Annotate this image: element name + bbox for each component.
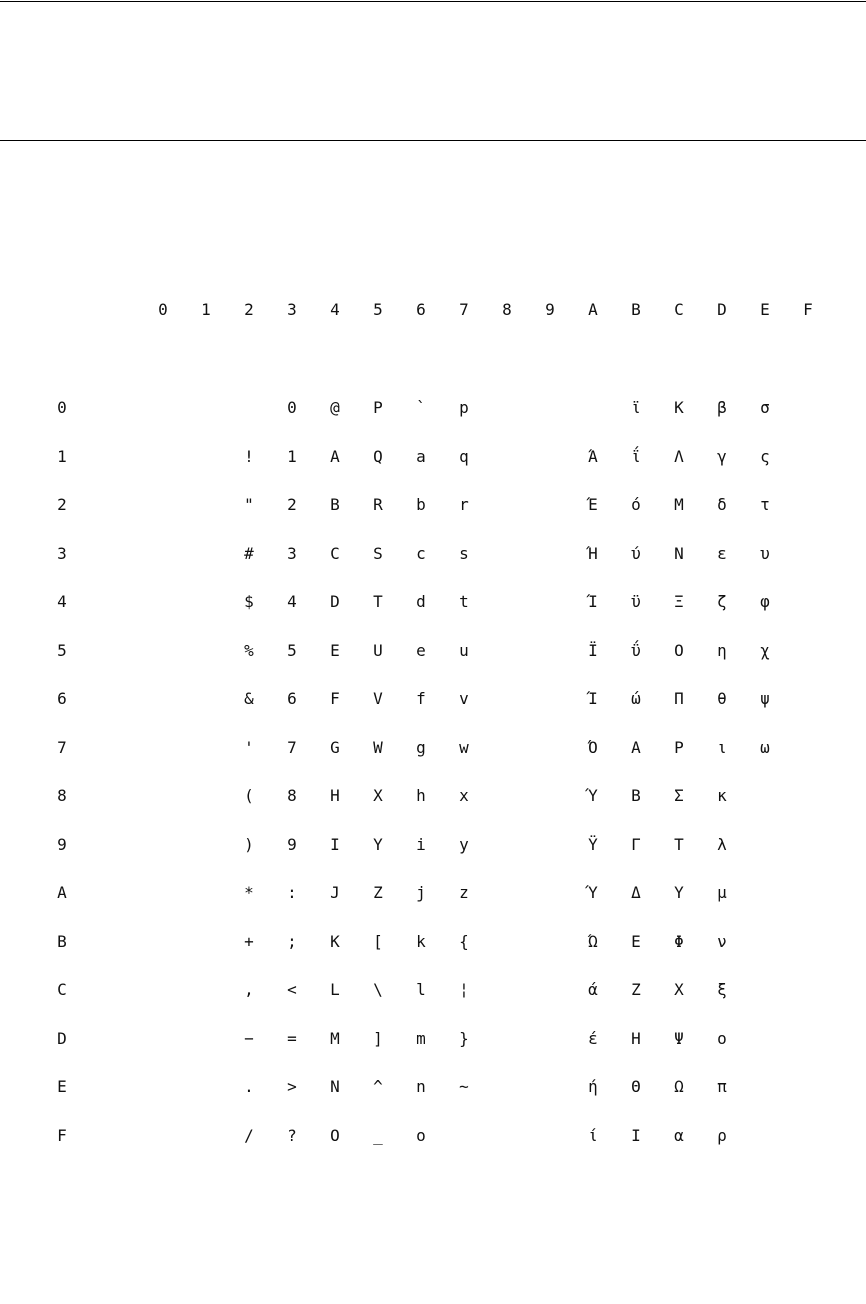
char-cell-33: 3 <box>287 543 297 563</box>
char-cell-B0: ϊ <box>631 398 641 417</box>
char-cell-24: $ <box>244 592 254 611</box>
char-cell-C7: Ρ <box>674 737 684 757</box>
char-cell-A8: Ύ <box>588 786 598 805</box>
char-cell-E4: φ <box>760 592 770 611</box>
column-header-7: 7 <box>459 300 469 319</box>
char-cell-BE: Θ <box>631 1077 641 1096</box>
char-cell-D0: β <box>717 398 727 417</box>
char-cell-68: h <box>416 786 426 805</box>
char-cell-C8: Σ <box>674 786 684 805</box>
char-cell-76: v <box>459 689 469 708</box>
char-cell-D6: θ <box>717 689 727 708</box>
char-cell-DD: ο <box>717 1028 727 1048</box>
char-cell-BC: Ζ <box>631 980 641 999</box>
row-header-5: 5 <box>57 640 67 660</box>
char-cell-7E: ~ <box>459 1077 469 1096</box>
char-cell-74: t <box>459 592 469 611</box>
char-cell-58: X <box>373 786 383 805</box>
column-header-A: A <box>588 300 598 319</box>
char-cell-49: I <box>330 834 340 854</box>
char-cell-38: 8 <box>287 786 297 805</box>
char-cell-B2: ό <box>631 495 641 514</box>
row-header-6: 6 <box>57 689 67 708</box>
char-cell-48: H <box>330 786 340 805</box>
char-cell-39: 9 <box>287 834 297 854</box>
char-cell-E1: ς <box>760 446 770 466</box>
char-cell-65: e <box>416 640 426 660</box>
char-cell-5A: Z <box>373 883 383 902</box>
char-cell-4F: O <box>330 1125 340 1145</box>
char-cell-3D: = <box>287 1028 297 1048</box>
char-cell-CC: Χ <box>674 980 684 999</box>
char-cell-5D: ] <box>373 1028 383 1048</box>
char-cell-A5: Ϊ <box>588 640 598 660</box>
column-header-9: 9 <box>545 300 555 319</box>
row-header-1: 1 <box>57 446 67 466</box>
char-cell-DE: π <box>717 1077 727 1096</box>
char-cell-47: G <box>330 737 340 757</box>
char-cell-4D: M <box>330 1028 340 1048</box>
char-cell-2B: + <box>244 931 254 951</box>
char-cell-DB: ν <box>717 931 727 951</box>
char-cell-21: ! <box>244 446 254 466</box>
column-header-4: 4 <box>330 300 340 319</box>
char-cell-D5: η <box>717 640 727 660</box>
char-cell-5E: ^ <box>373 1077 383 1096</box>
char-cell-45: E <box>330 640 340 660</box>
char-cell-35: 5 <box>287 640 297 660</box>
char-cell-B9: Γ <box>631 834 641 854</box>
char-cell-B3: ύ <box>631 543 641 563</box>
char-cell-CB: Φ <box>674 931 684 951</box>
column-header-D: D <box>717 300 727 319</box>
char-cell-D7: ι <box>717 737 727 757</box>
char-cell-C0: Κ <box>674 398 684 417</box>
char-cell-52: R <box>373 495 383 514</box>
column-header-3: 3 <box>287 300 297 319</box>
char-cell-C4: Ξ <box>674 592 684 611</box>
row-header-0: 0 <box>57 398 67 417</box>
char-cell-56: V <box>373 689 383 708</box>
char-cell-B8: Β <box>631 786 641 805</box>
char-cell-3C: < <box>287 980 297 999</box>
char-cell-CD: Ψ <box>674 1028 684 1048</box>
char-cell-B5: ΰ <box>631 640 641 660</box>
char-cell-51: Q <box>373 446 383 466</box>
char-cell-6B: k <box>416 931 426 951</box>
char-cell-2F: / <box>244 1125 254 1145</box>
char-cell-AD: έ <box>588 1028 598 1048</box>
char-cell-71: q <box>459 446 469 466</box>
char-cell-E0: σ <box>760 398 770 417</box>
char-cell-41: A <box>330 446 340 466</box>
char-cell-CE: Ω <box>674 1077 684 1096</box>
char-cell-60: ` <box>416 398 426 417</box>
char-cell-A6: Ί <box>588 689 598 708</box>
column-header-1: 1 <box>201 300 211 319</box>
char-cell-CF: α <box>674 1125 684 1145</box>
char-cell-30: 0 <box>287 398 297 417</box>
char-cell-C3: Ν <box>674 543 684 563</box>
char-cell-5C: \ <box>373 980 383 999</box>
char-cell-5F: _ <box>373 1125 383 1145</box>
char-cell-64: d <box>416 592 426 611</box>
column-header-5: 5 <box>373 300 383 319</box>
char-cell-7A: z <box>459 883 469 902</box>
char-cell-61: a <box>416 446 426 466</box>
char-cell-6D: m <box>416 1028 426 1048</box>
char-cell-26: & <box>244 689 254 708</box>
char-cell-C2: Μ <box>674 495 684 514</box>
char-cell-59: Y <box>373 834 383 854</box>
char-cell-67: g <box>416 737 426 757</box>
char-cell-D3: ε <box>717 543 727 563</box>
char-cell-7B: { <box>459 931 469 951</box>
row-header-8: 8 <box>57 786 67 805</box>
char-cell-3E: > <box>287 1077 297 1096</box>
row-header-A: A <box>57 883 67 902</box>
char-cell-63: c <box>416 543 426 563</box>
char-cell-C5: Ο <box>674 640 684 660</box>
char-cell-A9: Ϋ <box>588 834 598 854</box>
column-header-2: 2 <box>244 300 254 319</box>
char-cell-AE: ή <box>588 1077 598 1096</box>
char-cell-4B: K <box>330 931 340 951</box>
char-cell-42: B <box>330 495 340 514</box>
char-cell-69: i <box>416 834 426 854</box>
char-cell-3B: ; <box>287 931 297 951</box>
char-cell-A7: Ό <box>588 737 598 757</box>
char-cell-2D: − <box>244 1028 254 1048</box>
char-cell-23: # <box>244 543 254 563</box>
char-cell-CA: Υ <box>674 883 684 902</box>
column-header-8: 8 <box>502 300 512 319</box>
row-header-7: 7 <box>57 737 67 757</box>
char-cell-55: U <box>373 640 383 660</box>
char-cell-46: F <box>330 689 340 708</box>
char-cell-77: w <box>459 737 469 757</box>
char-cell-BA: Δ <box>631 883 641 902</box>
char-cell-4A: J <box>330 883 340 902</box>
row-header-E: E <box>57 1077 67 1096</box>
column-header-E: E <box>760 300 770 319</box>
column-header-6: 6 <box>416 300 426 319</box>
char-cell-36: 6 <box>287 689 297 708</box>
row-header-F: F <box>57 1125 67 1145</box>
char-cell-66: f <box>416 689 426 708</box>
char-cell-73: s <box>459 543 469 563</box>
char-cell-54: T <box>373 592 383 611</box>
char-cell-3A: : <box>287 883 297 902</box>
char-cell-C1: Λ <box>674 446 684 466</box>
char-cell-A3: Ή <box>588 543 598 563</box>
char-cell-DC: ξ <box>717 980 727 999</box>
row-header-4: 4 <box>57 592 67 611</box>
char-cell-2C: , <box>244 980 254 999</box>
char-cell-7D: } <box>459 1028 469 1048</box>
char-cell-DF: ρ <box>717 1125 727 1145</box>
char-cell-29: ) <box>244 834 254 854</box>
row-header-C: C <box>57 980 67 999</box>
char-cell-27: ' <box>244 737 254 757</box>
char-cell-75: u <box>459 640 469 660</box>
char-cell-28: ( <box>244 786 254 805</box>
char-cell-BF: Ι <box>631 1125 641 1145</box>
column-header-F: F <box>803 300 813 319</box>
char-cell-25: % <box>244 640 254 660</box>
char-cell-6F: o <box>416 1125 426 1145</box>
char-cell-22: " <box>244 495 254 514</box>
column-header-0: 0 <box>158 300 168 319</box>
char-cell-4E: N <box>330 1077 340 1096</box>
char-cell-57: W <box>373 737 383 757</box>
char-cell-2A: * <box>244 883 254 902</box>
char-cell-AB: Ώ <box>588 931 598 951</box>
char-cell-BB: Ε <box>631 931 641 951</box>
char-cell-E3: υ <box>760 543 770 563</box>
char-cell-E5: χ <box>760 640 770 660</box>
char-cell-62: b <box>416 495 426 514</box>
char-cell-C9: Τ <box>674 834 684 854</box>
char-cell-34: 4 <box>287 592 297 611</box>
char-cell-44: D <box>330 592 340 611</box>
char-cell-72: r <box>459 495 469 514</box>
char-cell-5B: [ <box>373 931 383 951</box>
char-cell-78: x <box>459 786 469 805</box>
row-header-9: 9 <box>57 834 67 854</box>
char-cell-6E: n <box>416 1077 426 1096</box>
char-cell-50: P <box>373 398 383 417</box>
char-cell-53: S <box>373 543 383 563</box>
char-cell-D1: γ <box>717 446 727 466</box>
char-cell-B7: Α <box>631 737 641 757</box>
char-cell-E6: ψ <box>760 689 770 708</box>
char-cell-A1: Ά <box>588 446 598 466</box>
char-cell-BD: Η <box>631 1028 641 1048</box>
char-cell-31: 1 <box>287 446 297 466</box>
row-header-3: 3 <box>57 543 67 563</box>
char-cell-D9: λ <box>717 834 727 854</box>
char-cell-AF: ί <box>588 1125 598 1145</box>
char-cell-E7: ω <box>760 737 770 757</box>
char-cell-DA: μ <box>717 883 727 902</box>
char-cell-D2: δ <box>717 495 727 514</box>
char-cell-B6: ώ <box>631 689 641 708</box>
row-header-2: 2 <box>57 495 67 514</box>
char-cell-E2: τ <box>760 495 770 514</box>
column-header-C: C <box>674 300 684 319</box>
char-cell-AC: ά <box>588 980 598 999</box>
char-cell-3F: ? <box>287 1125 297 1145</box>
char-cell-A4: Ί <box>588 592 598 611</box>
char-cell-AA: Ύ <box>588 883 598 902</box>
char-cell-70: p <box>459 398 469 417</box>
char-cell-2E: . <box>244 1077 254 1096</box>
char-cell-79: y <box>459 834 469 854</box>
char-cell-6A: j <box>416 883 426 902</box>
row-header-D: D <box>57 1028 67 1048</box>
char-cell-C6: Π <box>674 689 684 708</box>
char-cell-B1: ΐ <box>631 446 641 466</box>
char-cell-37: 7 <box>287 737 297 757</box>
column-header-B: B <box>631 300 641 319</box>
row-header-B: B <box>57 931 67 951</box>
char-cell-A2: Έ <box>588 495 598 514</box>
char-cell-6C: l <box>416 980 426 999</box>
char-cell-7C: ¦ <box>459 980 469 999</box>
char-cell-D8: κ <box>717 786 727 805</box>
char-cell-D4: ζ <box>717 592 727 611</box>
char-cell-40: @ <box>330 398 340 417</box>
char-cell-4C: L <box>330 980 340 999</box>
char-cell-B4: ϋ <box>631 592 641 611</box>
char-cell-43: C <box>330 543 340 563</box>
char-cell-32: 2 <box>287 495 297 514</box>
